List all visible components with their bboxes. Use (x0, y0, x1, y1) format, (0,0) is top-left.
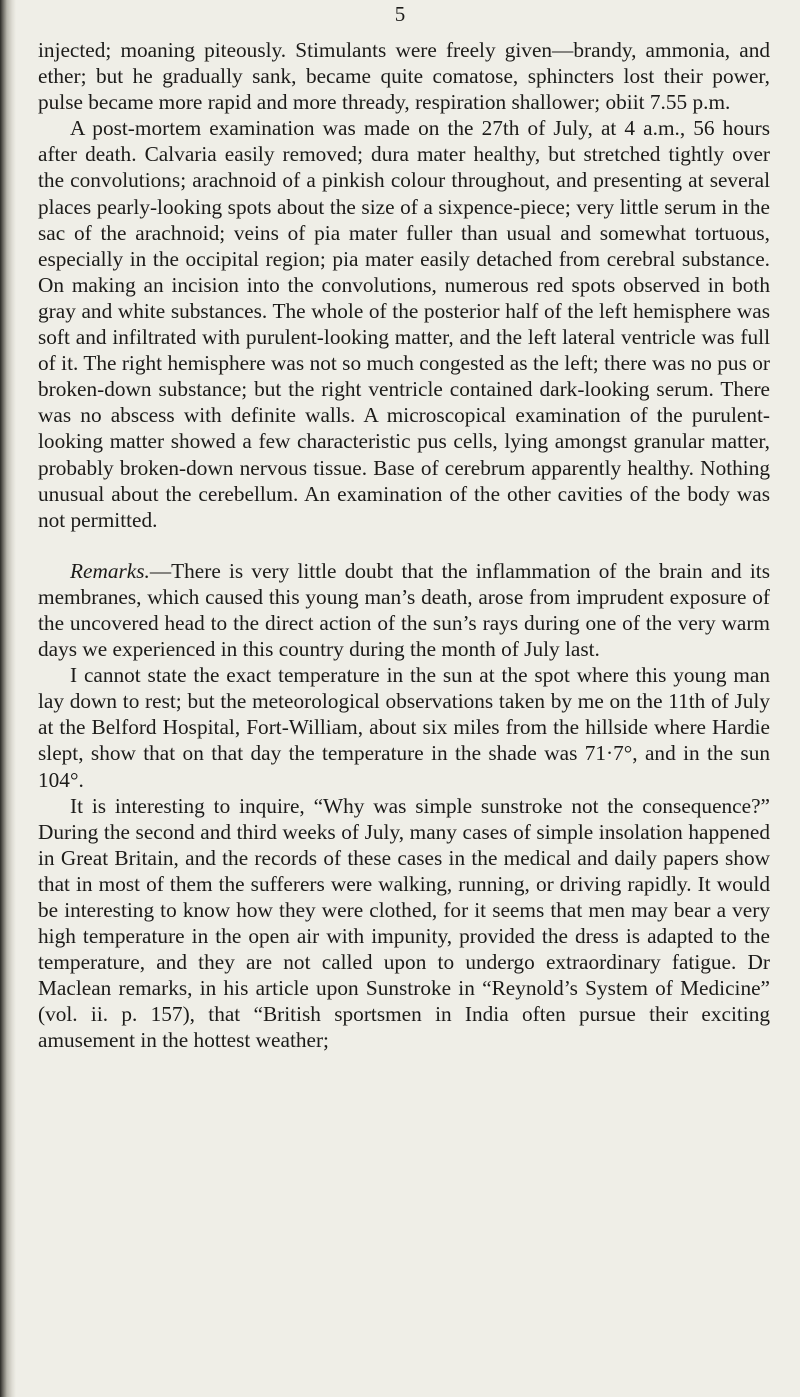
paragraph-post-mortem: A post-mortem examination was made on the 27th of July, at 4 a.m., 56 hours after death. Calvaria easily removed; dura mater healthy, but stretched tightly over the convolutions; arachnoid of a pinkish colour throughout, and presenting at several places pearly-looking spots about the size of a sixpence-piece; very little serum in the sac of the arachnoid; veins of pia mater fuller than usual and somewhat tortuous, especially in the occipital region; pia mater easily detached from cerebral substance. On making an incision into the convolutions, numerous red spots observed in both gray and white substances. The whole of the posterior half of the left hemisphere was soft and infiltrated with purulent-looking matter, and the left lateral ventricle was full of it. The right hemisphere was not so much congested as the left; there was no pus or broken-down substance; but the right ventricle contained dark-looking serum. There was no abscess with definite walls. A microscopical examination of the purulent-looking matter showed a few characteristic pus cells, lying amongst granular matter, probably broken-down nervous tissue. Base of cerebrum apparently healthy. Nothing unusual about the cerebellum. An examination of the other cavities of the body was not permitted. (38, 116, 770, 532)
remarks-label: Remarks. (70, 558, 150, 583)
remarks-text: —There is very little doubt that the inflammation of the brain and its membranes, which caused this young man’s death, arose from imprudent exposure of the uncovered head to the direct action of the sun’s rays during one of the very warm days we experienced in this country during the month of July last. (38, 558, 770, 662)
paragraph-temperature: I cannot state the exact temperature in the sun at the spot where this young man lay down to rest; but the meteorological observations taken by me on the 11th of July at the Belford Hospital, Fort-William, about six miles from the hillside where Hardie slept, show that on that day the temperature in the shade was 71·7°, and in the sun 104°. (38, 663, 770, 792)
paragraph-remarks (38, 558, 770, 662)
paragraph-sunstroke-inquiry: It is interesting to inquire, “Why was simple sunstroke not the consequence?” During the second and third weeks of July, many cases of simple insolation happened in Great Britain, and the records of these cases in the medical and daily papers show that in most of them the sufferers were walking, running, or driving rapidly. It would be interesting to know how they were clothed, for it seems that men may bear a very high temperature in the open air with impunity, provided the dress is adapted to the temperature, and they are not called upon to undergo extraordinary fatigue. Dr Maclean remarks, in his article upon Sunstroke in “Reynold’s System of Medicine” (vol. ii. p. 157), that “British sportsmen in India often pursue their exciting amusement in the hottest weather; (38, 793, 770, 1053)
paragraph-case-ending: injected; moaning piteously. Stimulants were freely given—brandy, ammonia, and ether; but he gradually sank, became quite comatose, sphincters lost their power, pulse became more rapid and more thready, respiration shallower; obiit 7.55 p.m. (38, 38, 770, 115)
page-gutter-shadow (0, 0, 16, 1397)
page-number: 5 (394, 2, 406, 26)
body-text (38, 37, 770, 1054)
